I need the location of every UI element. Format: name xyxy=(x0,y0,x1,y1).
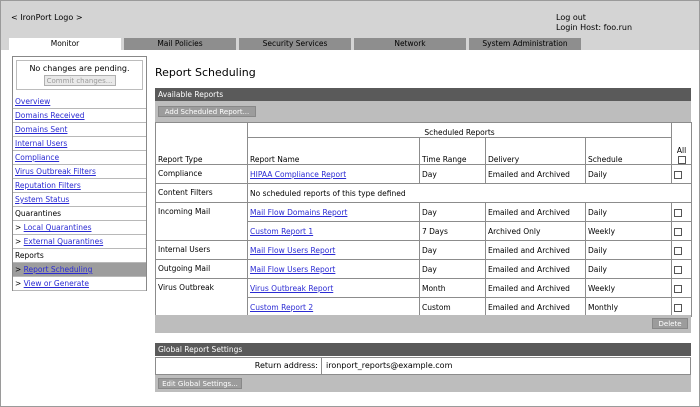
table-row xyxy=(156,241,692,260)
scheduled-reports-header: Scheduled Reports xyxy=(248,123,672,138)
row-checkbox[interactable] xyxy=(674,209,682,217)
pending-changes-box xyxy=(16,60,143,90)
sidebar-item-system-status[interactable] xyxy=(13,193,146,207)
time-range-cell: Day xyxy=(420,241,486,260)
select-all-cell xyxy=(672,123,692,165)
sidebar-item-internal-users[interactable] xyxy=(13,137,146,151)
sidebar-item-domains-sent[interactable] xyxy=(13,123,146,137)
schedule-cell: Monthly xyxy=(586,298,672,317)
sidebar-item-label[interactable]: Reputation Filters xyxy=(15,181,81,190)
return-address-row xyxy=(155,357,691,375)
delivery-cell: Emailed and Archived xyxy=(486,298,586,317)
row-checkbox[interactable] xyxy=(674,228,682,236)
report-name-link[interactable]: Mail Flow Users Report xyxy=(250,264,336,274)
table-row xyxy=(156,260,692,279)
row-checkbox[interactable] xyxy=(674,247,682,255)
report-name-link[interactable]: Virus Outbreak Report xyxy=(250,283,334,293)
sidebar xyxy=(12,56,147,291)
return-address-value: ironport_reports@example.com xyxy=(326,361,453,370)
tab-network[interactable]: Network xyxy=(354,38,466,50)
ironport-logo: < IronPort Logo > xyxy=(11,13,83,22)
sidebar-item-reputation-filters[interactable] xyxy=(13,179,146,193)
edit-global-settings-button[interactable]: Edit Global Settings... xyxy=(158,378,242,389)
available-reports-header: Available Reports xyxy=(155,88,691,101)
report-type-cell: Content Filters xyxy=(156,184,248,203)
row-checkbox[interactable] xyxy=(674,266,682,274)
column-header-report-name: Report Name xyxy=(248,138,420,165)
sidebar-item-local-quarantines[interactable] xyxy=(13,221,146,235)
report-type-cell: Virus Outbreak xyxy=(156,279,248,317)
time-range-cell: Day xyxy=(420,165,486,184)
sidebar-item-overview[interactable] xyxy=(13,95,146,109)
commit-changes-button[interactable]: Commit changes... xyxy=(44,75,116,86)
row-checkbox[interactable] xyxy=(674,285,682,293)
report-type-cell: Compliance xyxy=(156,165,248,184)
sidebar-item-label[interactable]: Internal Users xyxy=(15,139,68,148)
schedule-cell: Daily xyxy=(586,165,672,184)
schedule-cell: Weekly xyxy=(586,279,672,298)
report-type-cell: Internal Users xyxy=(156,241,248,260)
report-name-link[interactable]: Mail Flow Domains Report xyxy=(250,207,348,217)
delivery-cell: Emailed and Archived xyxy=(486,260,586,279)
report-name-link[interactable]: Mail Flow Users Report xyxy=(250,245,336,255)
time-range-cell: Custom xyxy=(420,298,486,317)
tab-security-services[interactable]: Security Services xyxy=(239,38,351,50)
sidebar-item-label[interactable]: Report Scheduling xyxy=(23,265,93,274)
add-scheduled-report-button[interactable]: Add Scheduled Report... xyxy=(158,106,256,117)
table-row xyxy=(156,279,692,298)
row-checkbox[interactable] xyxy=(674,171,682,179)
sidebar-group-reports: Reports xyxy=(13,249,146,263)
sidebar-item-view-or-generate[interactable] xyxy=(13,277,146,291)
report-name-link[interactable]: Custom Report 2 xyxy=(250,302,314,312)
sidebar-nav xyxy=(13,95,146,291)
delivery-cell: Emailed and Archived xyxy=(486,165,586,184)
column-header-report-type: Report Type xyxy=(156,123,248,165)
time-range-cell: Day xyxy=(420,260,486,279)
sidebar-item-label[interactable]: Compliance xyxy=(15,153,60,162)
pending-text: No changes are pending. xyxy=(29,64,130,73)
sidebar-item-label[interactable]: Overview xyxy=(15,97,51,106)
sidebar-item-label[interactable]: System Status xyxy=(15,195,70,204)
time-range-cell: Day xyxy=(420,203,486,222)
tab-mail-policies[interactable]: Mail Policies xyxy=(124,38,236,50)
sidebar-item-report-scheduling[interactable] xyxy=(13,263,146,277)
delivery-cell: Emailed and Archived xyxy=(486,241,586,260)
scheduled-reports-table xyxy=(155,122,692,317)
table-row xyxy=(156,165,692,184)
sidebar-item-compliance[interactable] xyxy=(13,151,146,165)
delivery-cell: Emailed and Archived xyxy=(486,203,586,222)
delete-bar xyxy=(155,315,691,333)
report-type-cell: Outgoing Mail xyxy=(156,260,248,279)
schedule-cell: Daily xyxy=(586,260,672,279)
delivery-cell: Emailed and Archived xyxy=(486,279,586,298)
no-reports-text: No scheduled reports of this type defined xyxy=(248,184,692,203)
logout-link[interactable]: Log out xyxy=(556,13,586,22)
schedule-cell: Daily xyxy=(586,203,672,222)
all-label: All xyxy=(676,146,687,155)
sidebar-item-prefix: > xyxy=(15,279,24,288)
tab-system-administration[interactable]: System Administration xyxy=(469,38,581,50)
column-header-time-range: Time Range xyxy=(420,138,486,165)
column-header-schedule: Schedule xyxy=(586,138,672,165)
tab-monitor[interactable]: Monitor xyxy=(9,38,121,50)
schedule-cell: Weekly xyxy=(586,222,672,241)
column-header-delivery: Delivery xyxy=(486,138,586,165)
sidebar-group-quarantines: Quarantines xyxy=(13,207,146,221)
report-name-link[interactable]: HIPAA Compliance Report xyxy=(250,169,347,179)
sidebar-item-label[interactable]: Local Quarantines xyxy=(23,223,92,232)
sidebar-item-domains-received[interactable] xyxy=(13,109,146,123)
schedule-cell: Daily xyxy=(586,241,672,260)
sidebar-item-prefix: > xyxy=(15,265,24,274)
row-checkbox[interactable] xyxy=(674,304,682,312)
global-report-settings-header: Global Report Settings xyxy=(155,343,691,356)
delete-button[interactable]: Delete xyxy=(652,318,688,329)
sidebar-item-prefix: > xyxy=(15,237,24,246)
top-header xyxy=(1,1,699,50)
sidebar-item-label[interactable]: View or Generate xyxy=(23,279,89,288)
time-range-cell: Month xyxy=(420,279,486,298)
account-links xyxy=(556,13,632,33)
report-name-link[interactable]: Custom Report 1 xyxy=(250,226,314,236)
report-type-cell: Incoming Mail xyxy=(156,203,248,241)
select-all-checkbox[interactable] xyxy=(678,156,686,164)
page-title: Report Scheduling xyxy=(155,66,256,79)
sidebar-item-virus-outbreak-filters[interactable] xyxy=(13,165,146,179)
sidebar-item-label[interactable]: External Quarantines xyxy=(23,237,104,246)
delivery-cell: Archived Only xyxy=(486,222,586,241)
table-row xyxy=(156,203,692,222)
table-row xyxy=(156,184,692,203)
sidebar-item-label[interactable]: Domains Received xyxy=(15,111,85,120)
return-address-label: Return address: xyxy=(156,358,322,374)
sidebar-item-label[interactable]: Domains Sent xyxy=(15,125,68,134)
sidebar-item-label[interactable]: Virus Outbreak Filters xyxy=(15,167,96,176)
sidebar-item-external-quarantines[interactable] xyxy=(13,235,146,249)
login-host: Login Host: foo.run xyxy=(556,23,633,32)
time-range-cell: 7 Days xyxy=(420,222,486,241)
sidebar-item-prefix: > xyxy=(15,223,24,232)
